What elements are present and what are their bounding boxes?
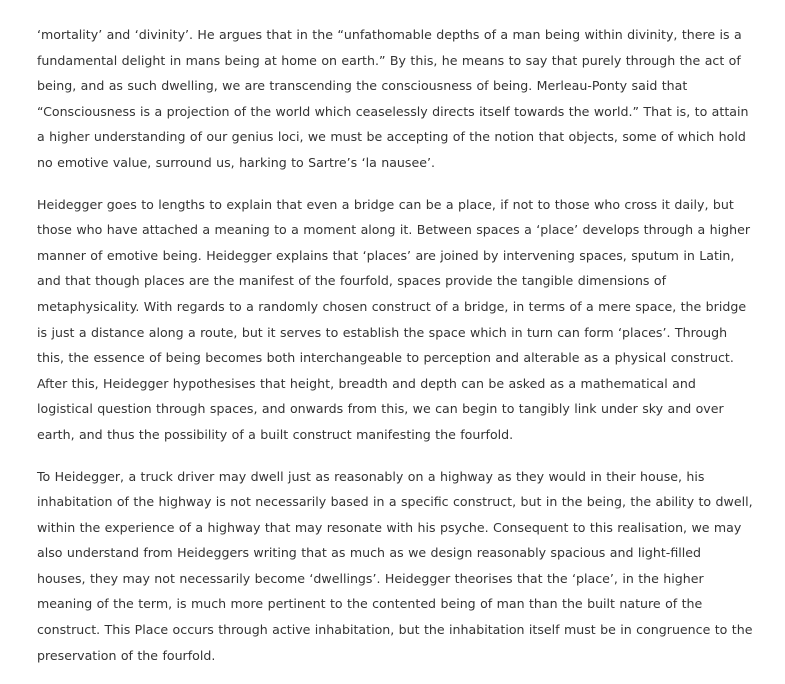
article-body xyxy=(37,22,753,684)
paragraph: Heidegger goes to lengths to explain that even a bridge can be a place, if not to those who cross it daily, but those who have attached a meaning to a moment along it. Between spaces a ‘place’ develops through a higher manner of emotive being. Heidegger explains that ‘places’ are joined by intervening spaces, sputum in Latin, and that though places are the manifest of the fourfold, spaces provide the tangible dimensions of metaphysicality. With regards to a randomly chosen construct of a bridge, in terms of a mere space, the bridge is just a distance along a route, but it serves to establish the space which in turn can form ‘places’. Through this, the essence of being becomes both interchangeable to perception and alterable as a physical construct. After this, Heidegger hypothesises that height, breadth and depth can be asked as a mathematical and logistical question through spaces, and onwards from this, we can begin to tangibly link under sky and over earth, and thus the possibility of a built construct manifesting the fourfold. xyxy=(37,196,751,442)
paragraph: ‘mortality’ and ‘divinity’. He argues that in the “unfathomable depths of a man being within divinity, there is a fundamental delight in mans being at home on earth.” By this, he means to say that purely through the act of being, and as such dwelling, we are transcending the consciousness of being. Merleau-Ponty said that “Consciousness is a projection of the world which ceaselessly directs itself towards the world.” That is, to attain a higher understanding of our genius loci, we must be accepting of the notion that objects, some of which hold no emotive value, surround us, harking to Sartre’s ‘la nausee’. xyxy=(37,27,749,170)
paragraph: To Heidegger, a truck driver may dwell just as reasonably on a highway as they would in their house, his inhabitation of the highway is not necessarily based in a specific construct, but in the being, the ability to dwell, within the experience of a highway that may resonate with his psyche. Consequent to this realisation, we may also understand from Heideggers writing that as much as we design reasonably spacious and light-filled houses, they may not necessarily become ‘dwellings’. Heidegger theorises that the ‘place’, in the higher meaning of the term, is much more pertinent to the contented being of man than the built nature of the construct. This Place occurs through active inhabitation, but the inhabitation itself must be in congruence to the preservation of the fourfold. xyxy=(37,468,753,663)
